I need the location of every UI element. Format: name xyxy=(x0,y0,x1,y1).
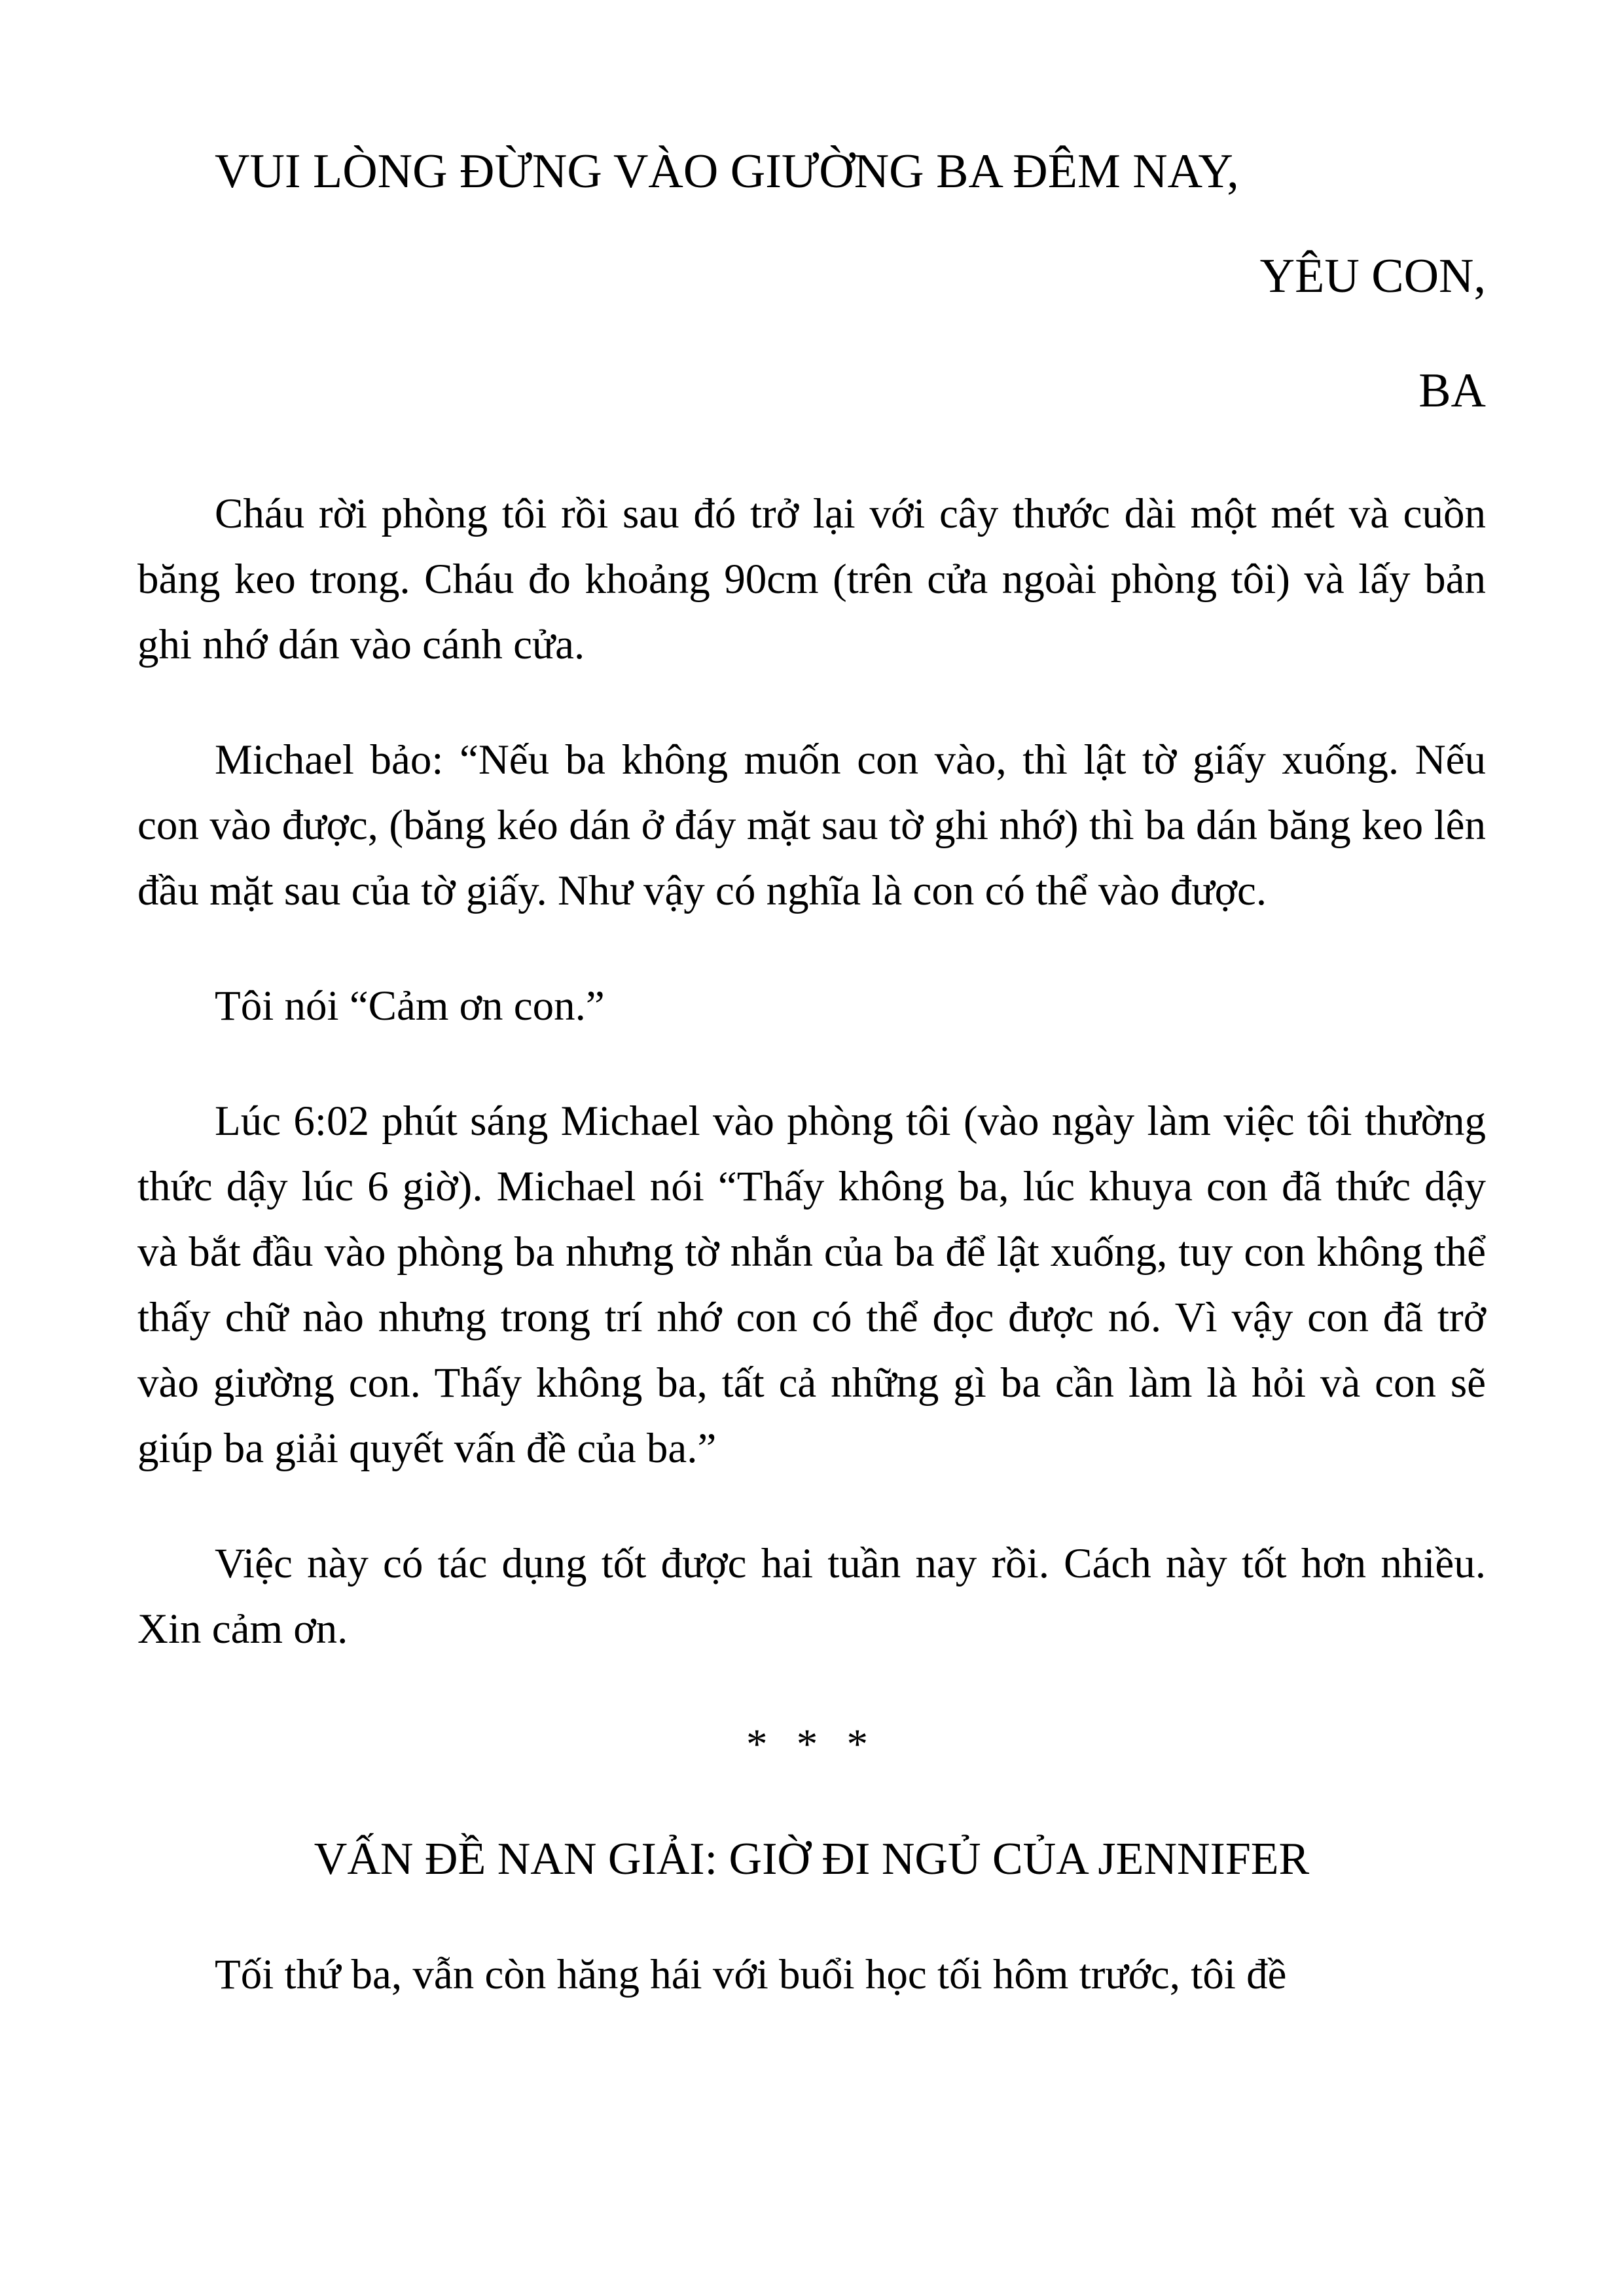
note-title: VUI LÒNG ĐỪNG VÀO GIƯỜNG BA ĐÊM NAY, xyxy=(215,145,1239,198)
paragraph: Michael bảo: “Nếu ba không muốn con vào, thì lật tờ giấy xuống. Nếu con vào được, (băng kéo dán ở đáy mặt sau tờ ghi nhớ) thì ba dán băng keo lên đầu mặt sau của tờ giấy. Như vậy có nghĩa là con có thể vào được. xyxy=(137,736,1486,914)
paragraph-next-section: Tối thứ ba, vẫn còn hăng hái với buổi học tối hôm trước, tôi đề xyxy=(215,1951,1287,1998)
paragraph: Lúc 6:02 phút sáng Michael vào phòng tôi (vào ngày làm việc tôi thường thức dậy lúc 6 giờ). Michael nói “Thấy không ba, lúc khuya con đã thức dậy và bắt đầu vào phòng ba nhưng tờ nhắn của ba để lật xuống, tuy con không thể thấy chữ nào nhưng trong trí nhớ con có thể đọc được nó. Vì vậy con đã trở vào giường con. Thấy không ba, tất cả những gì ba cần làm là hỏi và con sẽ giúp ba giải quyết vấn đề của ba.” xyxy=(137,1098,1486,1472)
section-separator: * * * xyxy=(746,1721,877,1768)
note-signature: BA xyxy=(1418,364,1486,418)
paragraph: Cháu rời phòng tôi rồi sau đó trở lại với cây thước dài một mét và cuồn băng keo trong. Cháu đo khoảng 90cm (trên cửa ngoài phòng tôi) và lấy bản ghi nhớ dán vào cánh cửa. xyxy=(137,490,1486,668)
paragraph: Việc này có tác dụng tốt được hai tuần nay rồi. Cách này tốt hơn nhiều. Xin cảm ơn. xyxy=(137,1540,1486,1653)
paragraph: Tôi nói “Cảm ơn con.” xyxy=(215,982,605,1030)
note-signoff: YÊU CON, xyxy=(1259,249,1486,303)
section-heading: VẤN ĐỀ NAN GIẢI: GIỜ ĐI NGỦ CỦA JENNIFER xyxy=(314,1834,1310,1884)
